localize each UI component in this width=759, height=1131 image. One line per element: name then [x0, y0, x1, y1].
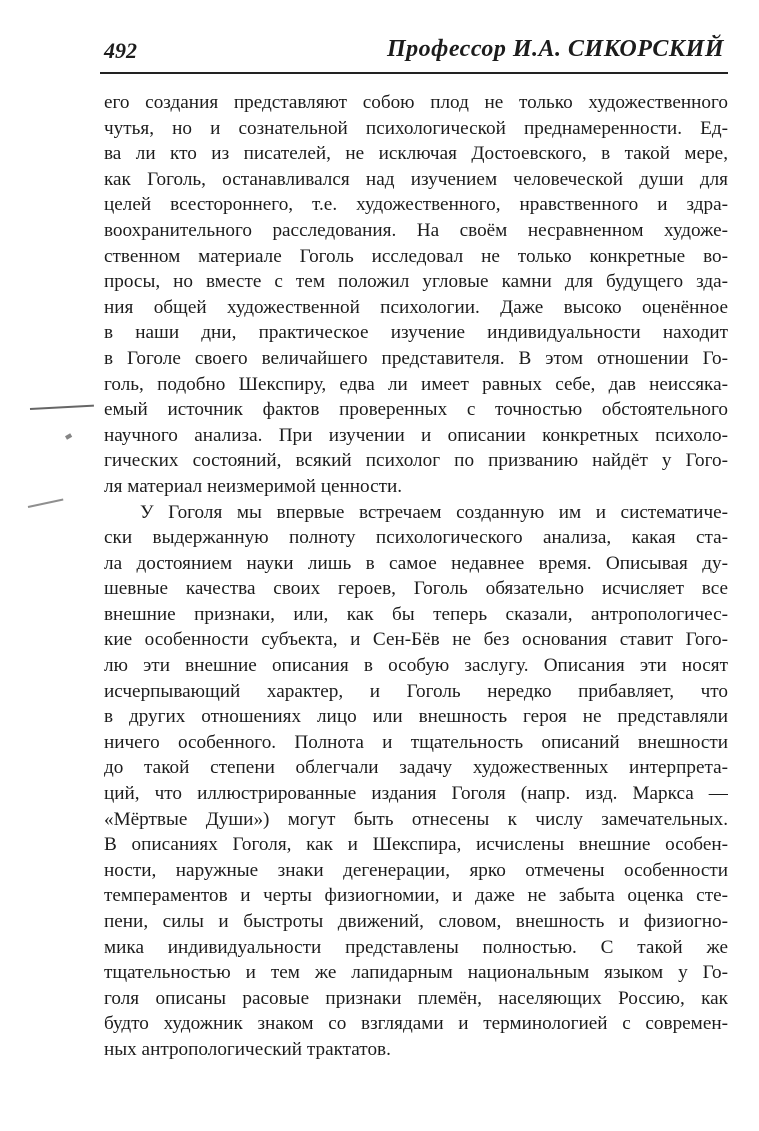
text-line: В описаниях Гоголя, как и Шекспира, исчислены внешние особен- — [104, 834, 728, 856]
text-line: ций, что иллюстрированные издания Гоголя (напр. изд. Маркса — — [104, 783, 728, 805]
paragraph-1 — [104, 90, 728, 500]
body-text — [104, 90, 728, 1063]
text-line: в наши дни, практическое изучение индивидуальности находит — [104, 322, 728, 344]
margin-pencil-tick — [65, 433, 72, 439]
text-line: просы, но вместе с тем положил угловые камни для будущего зда- — [104, 271, 728, 293]
page-header — [100, 32, 728, 74]
text-line: ности, наружные знаки дегенерации, ярко отмечены особенности — [104, 859, 728, 881]
text-line: внешние признаки, или, как бы теперь сказали, антропологичес- — [104, 603, 728, 625]
margin-pencil-stroke — [28, 499, 64, 508]
text-line: чутья, но и сознательной психологической преднамеренности. Ед- — [104, 117, 728, 139]
text-line: гических состояний, всякий психолог по призванию найдёт у Гого- — [104, 450, 728, 472]
text-line: научного анализа. При изучении и описании конкретных психоло- — [104, 424, 728, 446]
text-line: шевные качества своих героев, Гоголь обязательно исчисляет все — [104, 578, 728, 600]
text-line: ва ли кто из писателей, не исключая Достоевского, в такой мере, — [104, 143, 728, 165]
text-line: ственном материале Гоголь исследовал не только конкретные во- — [104, 245, 728, 267]
text-line: темпераментов и черты физиогномии, и даже не забыта оценка сте- — [104, 885, 728, 907]
text-line: тщательностью и тем же лапидарным национальным языком у Го- — [104, 962, 728, 984]
text-line: до такой степени облегчали задачу художественных интерпрета- — [104, 757, 728, 779]
text-line: ных антропологический трактатов. — [104, 1038, 391, 1060]
text-line: У Гоголя мы впервые встречаем созданную им и систематиче- — [140, 501, 728, 523]
text-line: ния общей художественной психологии. Даже высоко оценённое — [104, 296, 728, 318]
text-line: как Гоголь, останавливался над изучением человеческой души для — [104, 168, 728, 190]
text-line: ски выдержанную полноту психологического анализа, какая ста- — [104, 527, 728, 549]
text-line: исчерпывающий характер, и Гоголь нередко прибавляет, что — [104, 680, 728, 702]
text-line: лю эти внешние описания в особую заслугу. Описания эти носят — [104, 655, 728, 677]
paragraph-2 — [104, 500, 728, 1063]
text-line: кие особенности субъекта, и Сен-Бёв не без основания ставит Гого- — [104, 629, 728, 651]
text-line: пени, силы и быстроты движений, словом, внешность и физиогно- — [104, 911, 728, 932]
margin-pencil-mark — [30, 405, 94, 410]
text-line: ла достоянием науки лишь в самое недавнее время. Описывая ду- — [104, 552, 728, 574]
text-line: ничего особенного. Полнота и тщательность описаний внешности — [104, 731, 728, 753]
running-title: Профессор И.А. СИКОРСКИЙ — [386, 36, 724, 62]
text-line: емый источник фактов проверенных с точностью обстоятельного — [104, 399, 728, 421]
text-line: мика индивидуальности представлены полностью. С такой же — [104, 936, 728, 958]
text-line: голь, подобно Шекспиру, едва ли имеет равных себе, дав неиссяка- — [104, 373, 728, 395]
text-line: в Гоголе своего величайшего представителя. В этом отношении Го- — [104, 347, 728, 369]
text-line: его создания представляют собою плод не только художественного — [104, 92, 728, 113]
text-line: ля материал неизмеримой ценности. — [104, 475, 403, 497]
text-line: в других отношениях лицо или внешность героя не представляли — [104, 706, 728, 728]
text-line: целей всестороннего, т.е. художественного, нравственного и здра- — [104, 194, 728, 216]
page-number: 492 — [104, 38, 137, 63]
text-line: голя описаны расовые признаки племён, населяющих Россию, как — [104, 987, 728, 1009]
text-line: «Мёртвые Души») могут быть отнесены к числу замечательных. — [104, 808, 728, 830]
text-line: воохранительного расследования. На своём несравненном художе- — [104, 219, 728, 241]
text-line: будто художник знаком со взглядами и терминологией с современ- — [104, 1013, 728, 1035]
